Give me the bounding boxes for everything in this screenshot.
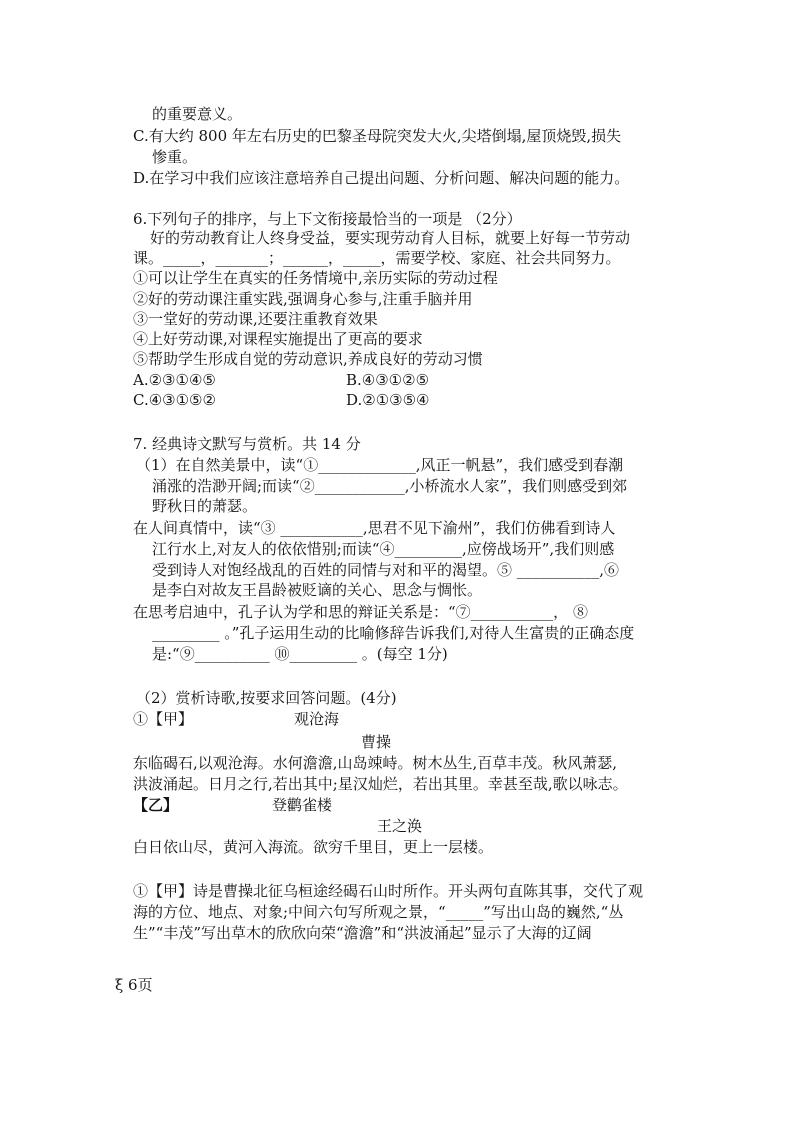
poem2-line1: 白日依山尽，黄河入海流。欲穷千里目，更上一层楼。 [133, 838, 494, 856]
q6-option-d: D.②①③⑤④ [346, 391, 430, 409]
q6-sentence-5: ⑤帮助学生形成自觉的劳动意识,养成良好的劳动习惯 [133, 350, 483, 368]
q7-question-line1: ①【甲】诗是曹操北征乌桓途经碣石山时所作。开头两句直陈其事，交代了观 [133, 882, 644, 900]
q6-passage-line2: 课。_____，_______；______，_____，需要学校、家庭、社会共同努力。 [133, 249, 621, 267]
q6-passage-line1: 好的劳动教育让人终身受益，要实现劳动育人目标，就要上好每一节劳动 [150, 229, 631, 247]
q5-option-d: D.在学习中我们应该注意培养自己提出问题、分析问题、解决问题的能力。 [133, 169, 630, 187]
q6-option-a: A.②③①④⑤ [133, 371, 216, 389]
poem2-title: 登鹳雀楼 [272, 796, 333, 814]
q6-sentence-1: ①可以让学生在真实的任务情境中,亲历实际的劳动过程 [133, 269, 498, 287]
q6-option-b: B.④③①②⑤ [346, 371, 430, 389]
q7-part2-line3: 受到诗人对饱经战乱的百姓的同情与对和平的渴望。⑤ ___________,⑥ [152, 561, 620, 579]
q7-part2-line1: 在人间真情中，读“③ ___________,思君不见下渝州”，我们仿佛看到诗人 [133, 519, 616, 537]
q6-option-c: C.④③①⑤② [133, 391, 216, 409]
poem2-label: 【乙】 [133, 796, 179, 814]
poem1-line2: 洪波涌起。日月之行,若出其中;星汉灿烂，若出其里。幸甚至哉,歌以咏志。 [133, 775, 628, 793]
poem1-author: 曹操 [361, 733, 392, 751]
poem1-line1: 东临碣石,以观沧海。水何澹澹,山岛竦峙。树木丛生,百草丰茂。秋风萧瑟, [133, 754, 618, 772]
q7-part3-line3: 是:“⑨__________ ⑩_________ 。(每空 1分) [152, 645, 448, 663]
q7-title: 7. 经典诗文默写与赏析。共 14 分 [133, 435, 361, 453]
q7-question-line2: 海的方位、地点、对象;中间六句写所观之景，“_____”写出山岛的巍然,“丛 [133, 903, 624, 921]
poem1-label: ①【甲】 [133, 710, 194, 728]
q5-option-c-line1: C.有大约 800 年左右历史的巴黎圣母院突发大火,尖塔倒塌,屋顶烧毁,损失 [133, 127, 622, 145]
poem2-author: 王之涣 [377, 817, 423, 835]
q7-part1-line3: 野秋日的萧瑟。 [152, 497, 258, 515]
q6-sentence-2: ②好的劳动课注重实践,强调身心参与,注重手脑并用 [133, 290, 473, 308]
q6-stem: 6.下列句子的排序，与上下文衔接最恰当的一项是 （2分） [133, 210, 522, 228]
q7-part3-line2: _________ 。”孔子运用生动的比喻修辞告诉我们,对待人生富贵的正确态度 [152, 624, 635, 642]
q7-part2-line4: 是李白对故友王昌龄被贬谪的关心、思念与惆怅。 [152, 581, 483, 599]
q7-part1-line1: （1）在自然美景中，读“①_____________,风正一帆悬”，我们感受到春潮 [136, 456, 624, 474]
q6-sentence-4: ④上好劳动课,对课程实施提出了更高的要求 [133, 330, 423, 348]
page-number: ξ 6页 [115, 976, 153, 994]
q7-part1-line2: 涌涨的浩渺开阔;而读“②____________,小桥流水人家”，我们则感受到郊 [152, 477, 628, 495]
q7-part4-title: （2）赏析诗歌,按要求回答问题。(4分) [136, 689, 397, 707]
q7-part3-line1: 在思考启迪中，孔子认为学和思的辩证关系是：“⑦___________， ⑧ [133, 603, 588, 621]
q7-part2-line2: 江行水上,对友人的依依惜别;而读“④_________,应傍战场开”,我们则感 [152, 540, 615, 558]
q5-option-b-continuation: 的重要意义。 [152, 105, 243, 123]
poem1-title: 观沧海 [294, 710, 340, 728]
q6-sentence-3: ③一堂好的劳动课,还要注重教育效果 [133, 310, 378, 328]
q7-question-line3: 生”“丰茂”写出草木的欣欣向荣“澹澹”和“洪波涌起”显示了大海的辽阔 [133, 924, 592, 942]
q5-option-c-line2: 惨重。 [152, 148, 198, 166]
